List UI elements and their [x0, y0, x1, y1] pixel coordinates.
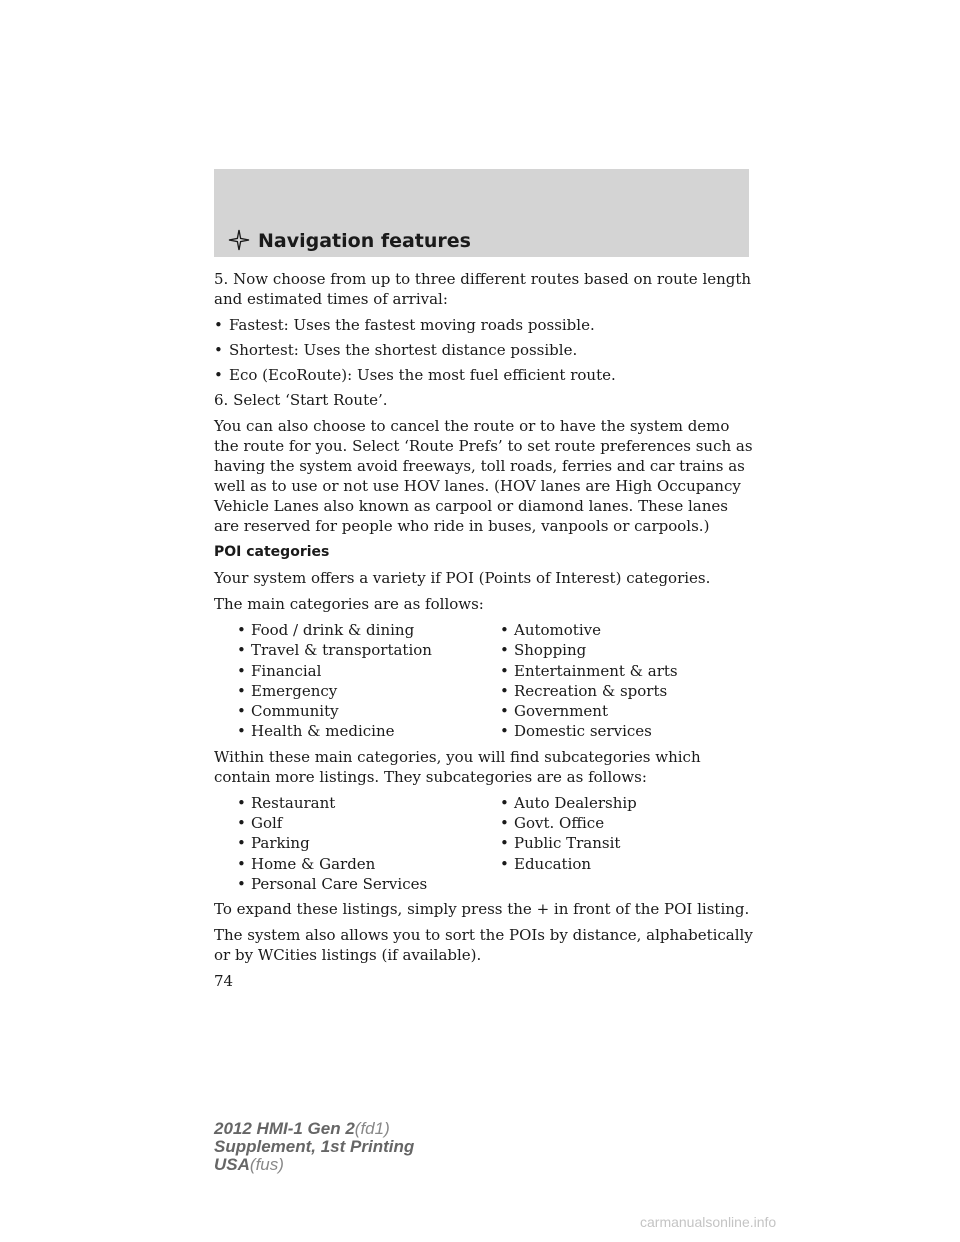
category-item [237, 681, 337, 701]
category-label: Parking [251, 834, 310, 853]
sort-instructions: The system also allows you to sort the POIs by distance, alphabetically or by WCities listings (if available). [214, 926, 753, 965]
compass-star-icon [228, 229, 250, 251]
category-row [214, 874, 754, 894]
category-label: Food / drink & dining [251, 621, 415, 639]
category-item [500, 661, 678, 681]
bullet-icon: • [500, 681, 509, 700]
expand-instructions: To expand these listings, simply press the + in front of the POI listing. [214, 900, 750, 919]
category-label: Government [514, 702, 608, 721]
poi-categories-heading: POI categories [214, 544, 330, 560]
category-row [214, 833, 754, 853]
category-item [500, 813, 604, 833]
bullet-icon: • [500, 661, 509, 680]
bullet-icon: • [237, 854, 246, 873]
category-label: Public Transit [514, 834, 621, 853]
page-content [214, 269, 754, 971]
category-label: Education [514, 854, 592, 873]
section-header [214, 169, 749, 257]
category-label: Shopping [514, 641, 587, 660]
category-row [214, 681, 754, 701]
route-option-item [214, 315, 754, 335]
footer-printing: Supplement, 1st Printing [214, 1137, 415, 1156]
bullet-icon: • [500, 621, 509, 639]
bullet-icon: • [500, 834, 509, 853]
footer-model: 2012 HMI-1 Gen 2 [214, 1119, 355, 1138]
footer-region: USA [214, 1155, 250, 1174]
category-item [500, 721, 652, 741]
bullet-icon: • [237, 793, 246, 812]
bullet-icon: • [237, 681, 246, 700]
route-prefs-paragraph: You can also choose to cancel the route or to have the system demo the route for you. Select ‘Route Prefs’ to set route preferences such as having the system avoid freeways, toll roads, ferries and car trains as well as to use or not use HOV lanes. (HOV lanes are High Occupancy Vehicle Lanes also known as carpool or diamond lanes. These lanes are reserved for people who ride in buses, vanpools or carpools.) [214, 417, 753, 535]
category-row [214, 854, 754, 874]
category-label: Health & medicine [251, 722, 395, 741]
category-row [214, 721, 754, 741]
bullet-icon: • [500, 793, 509, 812]
category-item [237, 874, 427, 894]
bullet-icon: • [500, 702, 509, 721]
category-label: Golf [251, 814, 283, 833]
bullet-icon: • [237, 641, 246, 660]
section-title-header: Navigation features [258, 230, 471, 252]
category-label: Entertainment & arts [514, 661, 678, 680]
category-row [214, 701, 754, 721]
watermark: carmanualsonline.info [640, 1214, 777, 1230]
category-item [237, 640, 432, 660]
category-label: Restaurant [251, 793, 336, 812]
bullet-icon: • [237, 874, 246, 893]
category-row [214, 813, 754, 833]
footer-region-code: (fus) [249, 1155, 284, 1174]
page-number: 74 [214, 972, 234, 990]
category-item [237, 701, 339, 721]
subcategories-list [214, 793, 754, 894]
subcategories-intro: Within these main categories, you will find subcategories which contain more listings. They subcategories are as follows: [214, 747, 701, 786]
category-label: Automotive [514, 621, 601, 639]
bullet-icon: • [237, 661, 246, 680]
category-item [500, 854, 591, 874]
category-label: Govt. Office [514, 814, 605, 833]
category-item [500, 833, 620, 853]
route-option-text: Eco (EcoRoute): Uses the most fuel efficient route. [229, 366, 616, 384]
category-row [214, 620, 754, 640]
category-label: Emergency [251, 681, 338, 700]
category-row [214, 793, 754, 813]
bullet-icon: • [214, 341, 223, 359]
category-label: Recreation & sports [514, 681, 668, 700]
category-label: Auto Dealership [514, 793, 637, 812]
bullet-icon: • [237, 621, 246, 639]
category-label: Domestic services [514, 722, 652, 741]
footer-model-code: (fd1) [354, 1119, 390, 1138]
poi-intro-text: Your system offers a variety if POI (Points of Interest) categories. [214, 569, 711, 587]
step-5-text: 5. Now choose from up to three different routes based on route length and estimated times of arrival: [214, 270, 752, 308]
bullet-icon: • [237, 834, 246, 853]
step-6-text: 6. Select ‘Start Route’. [214, 391, 388, 409]
route-options-list [214, 315, 754, 385]
category-label: Community [251, 702, 339, 721]
category-label: Financial [251, 661, 322, 680]
category-label: Home & Garden [251, 854, 376, 873]
category-item [500, 620, 601, 640]
bullet-icon: • [237, 722, 246, 741]
bullet-icon: • [214, 316, 223, 334]
bullet-icon: • [214, 366, 223, 384]
category-row [214, 640, 754, 660]
category-item [237, 793, 335, 813]
bullet-icon: • [500, 641, 509, 660]
route-option-text: Fastest: Uses the fastest moving roads possible. [229, 316, 595, 334]
bullet-icon: • [237, 814, 246, 833]
category-item [500, 701, 608, 721]
category-item [500, 681, 667, 701]
bullet-icon: • [500, 814, 509, 833]
bullet-icon: • [500, 722, 509, 741]
category-label: Travel & transportation [251, 641, 432, 660]
category-item [237, 620, 414, 640]
category-item [237, 854, 375, 874]
bullet-icon: • [237, 702, 246, 721]
route-option-text: Shortest: Uses the shortest distance possible. [229, 341, 578, 359]
category-item [500, 640, 586, 660]
category-item [500, 793, 637, 813]
category-item [237, 813, 282, 833]
category-item [237, 661, 321, 681]
category-row [214, 661, 754, 681]
main-categories-list [214, 620, 754, 742]
bullet-icon: • [500, 854, 509, 873]
route-option-item [214, 340, 754, 360]
category-label: Personal Care Services [251, 874, 428, 893]
category-item [237, 721, 395, 741]
route-option-item [214, 365, 754, 385]
main-categories-intro: The main categories are as follows: [214, 595, 484, 613]
category-item [237, 833, 310, 853]
print-footer [214, 1120, 414, 1174]
